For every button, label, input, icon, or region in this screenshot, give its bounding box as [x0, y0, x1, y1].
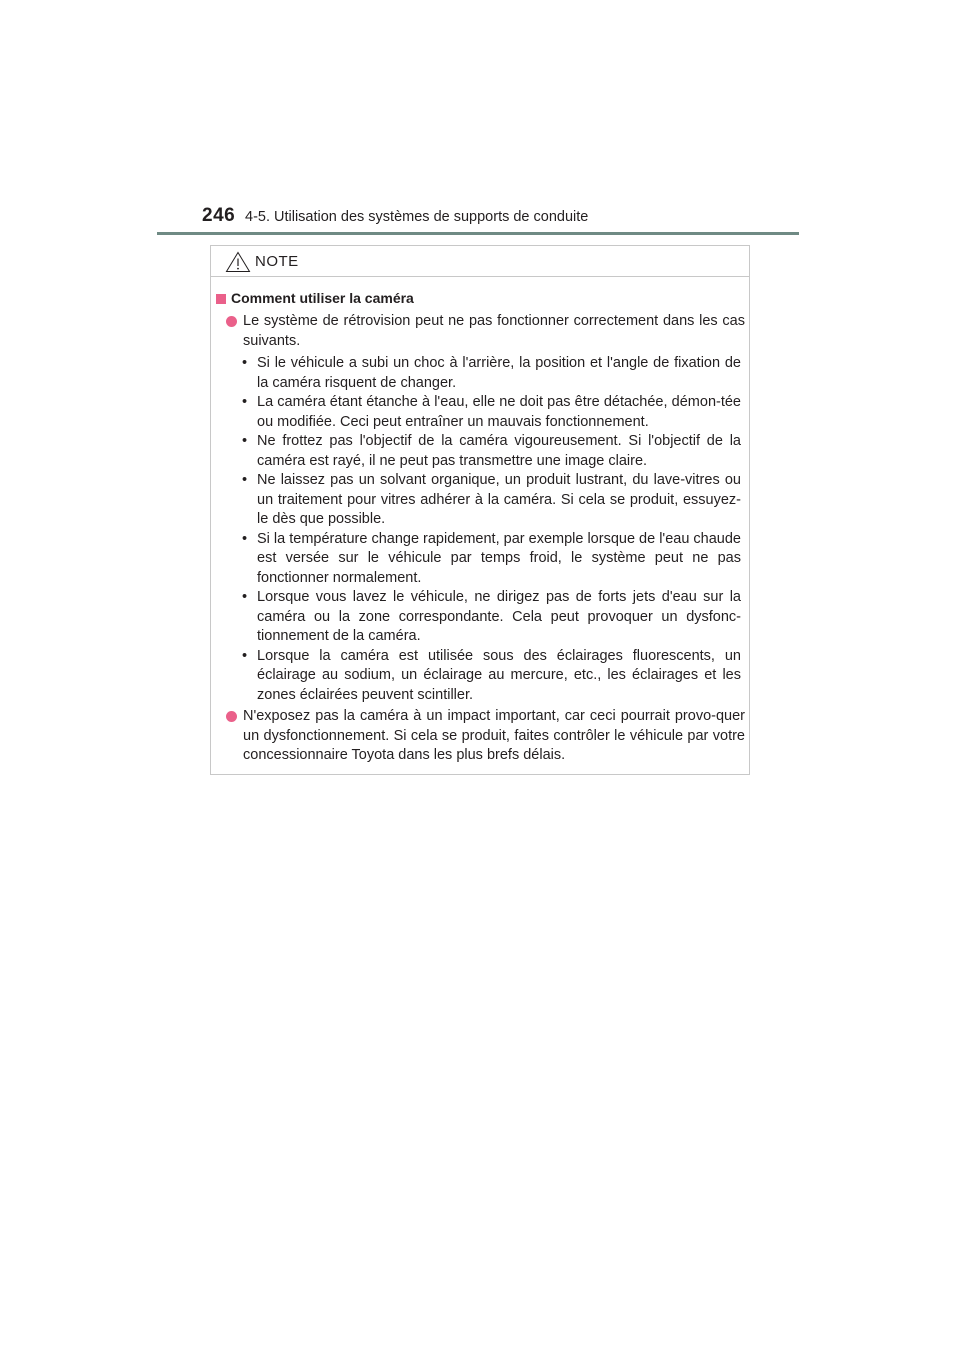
chapter-title: 4-5. Utilisation des systèmes de supports de conduite — [245, 209, 589, 225]
sub-list-item: • Si la température change rapidement, par exemple lorsque de l'eau chaude est versée sur le véhicule par temps froid, le système peut ne pas fonctionner normalement. — [242, 530, 741, 586]
note-label: NOTE — [255, 253, 299, 270]
list-item-text: N'exposez pas la caméra à un impact important, car ceci pourrait provo-quer un dysfonctionnement. Si cela se produit, faites contrôler le véhicule par votre concessionnaire Toyota dans les plus brefs délais. — [243, 708, 745, 763]
note-box — [210, 245, 750, 775]
sub-list-item-text: Si le véhicule a subi un choc à l'arrière, la position et l'angle de fixation de la caméra risquent de changer. — [257, 355, 741, 391]
list-item-text: Le système de rétrovision peut ne pas fonctionner correctement dans les cas suivants. — [243, 313, 745, 349]
sub-list-item: • La caméra étant étanche à l'eau, elle ne doit pas être détachée, démon-tée ou modifiée. Ceci peut entraîner un mauvais fonctionnement. — [242, 394, 741, 430]
list-item — [223, 707, 745, 766]
sub-list-item: • Lorsque vous lavez le véhicule, ne dirigez pas de forts jets d'eau sur la caméra ou la zone correspondante. Cela peut provoquer un dysfonc-tionnement de la caméra. — [242, 589, 741, 644]
sub-list — [239, 354, 741, 705]
sub-list-item: • Si le véhicule a subi un choc à l'arrière, la position et l'angle de fixation de la caméra risquent de changer. — [242, 355, 741, 391]
sub-list-item-text: Si la température change rapidement, par exemple lorsque de l'eau chaude est versée sur le véhicule par temps froid, le système peut ne pas fonctionner normalement. — [257, 530, 741, 586]
sub-list-item-text: Lorsque la caméra est utilisée sous des éclairages fluorescents, un éclairage au sodium, un éclairage au mercure, etc., les éclairages et les zones éclairées peuvent scintiller. — [257, 647, 741, 703]
sub-list-item-text: Lorsque vous lavez le véhicule, ne dirigez pas de forts jets d'eau sur la caméra ou la zone correspondante. Cela peut provoquer un dysfonc-tionnement de la caméra. — [257, 589, 741, 644]
warning-triangle-icon — [225, 251, 251, 273]
circle-bullet-icon — [226, 711, 237, 722]
square-bullet-icon — [216, 294, 226, 304]
note-header — [211, 246, 749, 277]
sub-list-item: • Ne laissez pas un solvant organique, un produit lustrant, du lave-vitres ou un traitement pour vitres adhérer à la caméra. Si cela se produit, essuyez-le dès que possible. — [242, 472, 741, 527]
sub-list-item-text: La caméra étant étanche à l'eau, elle ne doit pas être détachée, démon-tée ou modifiée. Ceci peut entraîner un mauvais fonctionnement. — [257, 394, 741, 430]
list-item — [223, 312, 745, 351]
sub-list-item: • Ne frottez pas l'objectif de la caméra vigoureusement. Si l'objectif de la caméra est rayé, il ne peut pas transmettre une image claire. — [242, 433, 741, 469]
sub-list-item: • Lorsque la caméra est utilisée sous des éclairages fluorescents, un éclairage au sodium, un éclairage au mercure, etc., les éclairages et les zones éclairées peuvent scintiller. — [242, 647, 741, 703]
page-header — [0, 0, 960, 240]
circle-bullet-icon — [226, 316, 237, 327]
section-heading-text: Comment utiliser la caméra — [231, 290, 414, 306]
sub-list-item-text: Ne laissez pas un solvant organique, un produit lustrant, du lave-vitres ou un traitement pour vitres adhérer à la caméra. Si cela se produit, essuyez-le dès que possible. — [257, 472, 741, 527]
page-number: 246 — [202, 205, 236, 226]
header-divider — [157, 232, 799, 235]
sub-list-item-text: Ne frottez pas l'objectif de la caméra vigoureusement. Si l'objectif de la caméra est rayé, il ne peut pas transmettre une image claire. — [257, 433, 741, 469]
section-heading — [216, 290, 414, 306]
